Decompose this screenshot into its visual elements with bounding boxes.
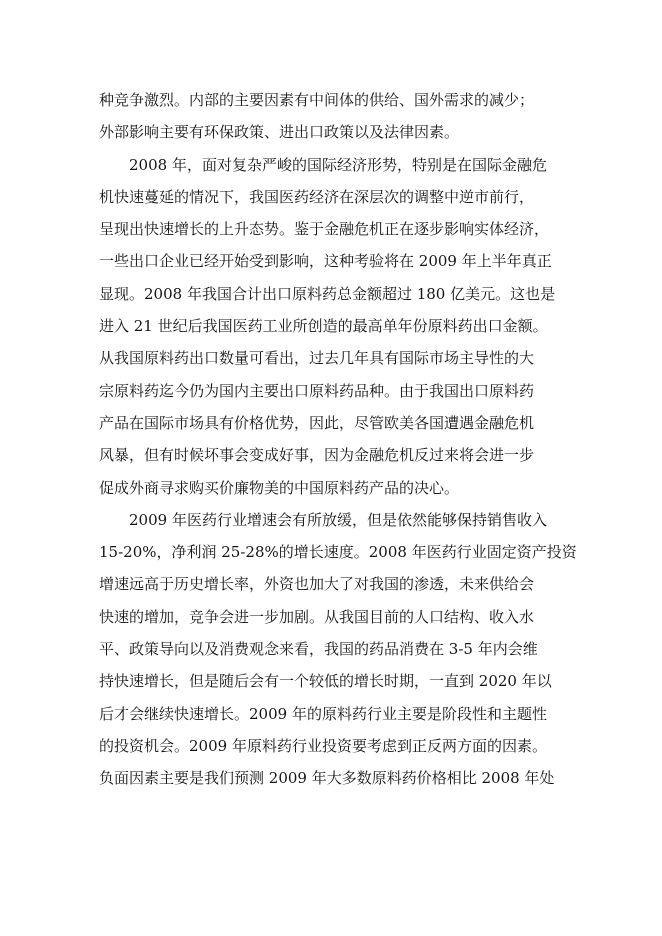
text-line: 促成外商寻求购买价廉物美的中国原料药产品的决心。 bbox=[99, 478, 460, 497]
text-line: 负面因素主要是我们预测 2009 年大多数原料药价格相比 2008 年处 bbox=[99, 769, 555, 788]
text-line: 一些出口企业已经开始受到影响，这种考验将在 2009 年上半年真正 bbox=[99, 252, 552, 271]
text-line: 呈现出快速增长的上升态势。鉴于金融危机正在逐步影响实体经济， bbox=[99, 220, 550, 239]
text-line: 产品在国际市场具有价格优势，因此，尽管欧美各国遭遇金融危机 bbox=[99, 413, 535, 432]
text-line: 机快速蔓延的情况下，我国医药经济在深层次的调整中逆市前行， bbox=[99, 187, 535, 206]
text-line: 进入 21 世纪后我国医药工业所创造的最高单年份原料药出口金额。 bbox=[99, 317, 548, 336]
text-line: 宗原料药迄今仍为国内主要出口原料药品种。由于我国出口原料药 bbox=[99, 381, 535, 400]
text-line: 快速的增加，竞争会进一步加剧。从我国目前的人口结构、收入水 bbox=[99, 607, 535, 626]
text-line: 显现。2008 年我国合计出口原料药总金额超过 180 亿美元。这也是 bbox=[99, 284, 556, 303]
text-line: 15-20%，净利润 25-28%的增长速度。2008 年医药行业固定资产投资 bbox=[99, 543, 577, 562]
text-line: 增速远高于历史增长率，外资也加大了对我国的渗透，未来供给会 bbox=[99, 575, 535, 594]
text-line: 风暴，但有时候坏事会变成好事，因为金融危机反过来将会进一步 bbox=[99, 446, 535, 465]
paragraph-start-line: 2009 年医药行业增速会有所放缓，但是依然能够保持销售收入 bbox=[129, 510, 547, 529]
text-line: 从我国原料药出口数量可看出，过去几年具有国际市场主导性的大 bbox=[99, 349, 535, 368]
document-body bbox=[99, 84, 577, 795]
text-line: 的投资机会。2009 年原料药行业投资要考虑到正反两方面的因素。 bbox=[99, 736, 547, 755]
text-line: 外部影响主要有环保政策、进出口政策以及法律因素。 bbox=[99, 123, 460, 142]
text-line: 种竞争激烈。内部的主要因素有中间体的供给、国外需求的减少； bbox=[99, 91, 535, 109]
paragraph-start-line: 2008 年，面对复杂严峻的国际经济形势，特别是在国际金融危 bbox=[129, 155, 547, 174]
text-line: 平、政策导向以及消费观念来看，我国的药品消费在 3-5 年内会维 bbox=[99, 640, 538, 659]
text-line: 后才会继续快速增长。2009 年的原料药行业主要是阶段性和主题性 bbox=[99, 704, 547, 723]
text-line: 持快速增长，但是随后会有一个较低的增长时期，一直到 2020 年以 bbox=[99, 672, 552, 691]
